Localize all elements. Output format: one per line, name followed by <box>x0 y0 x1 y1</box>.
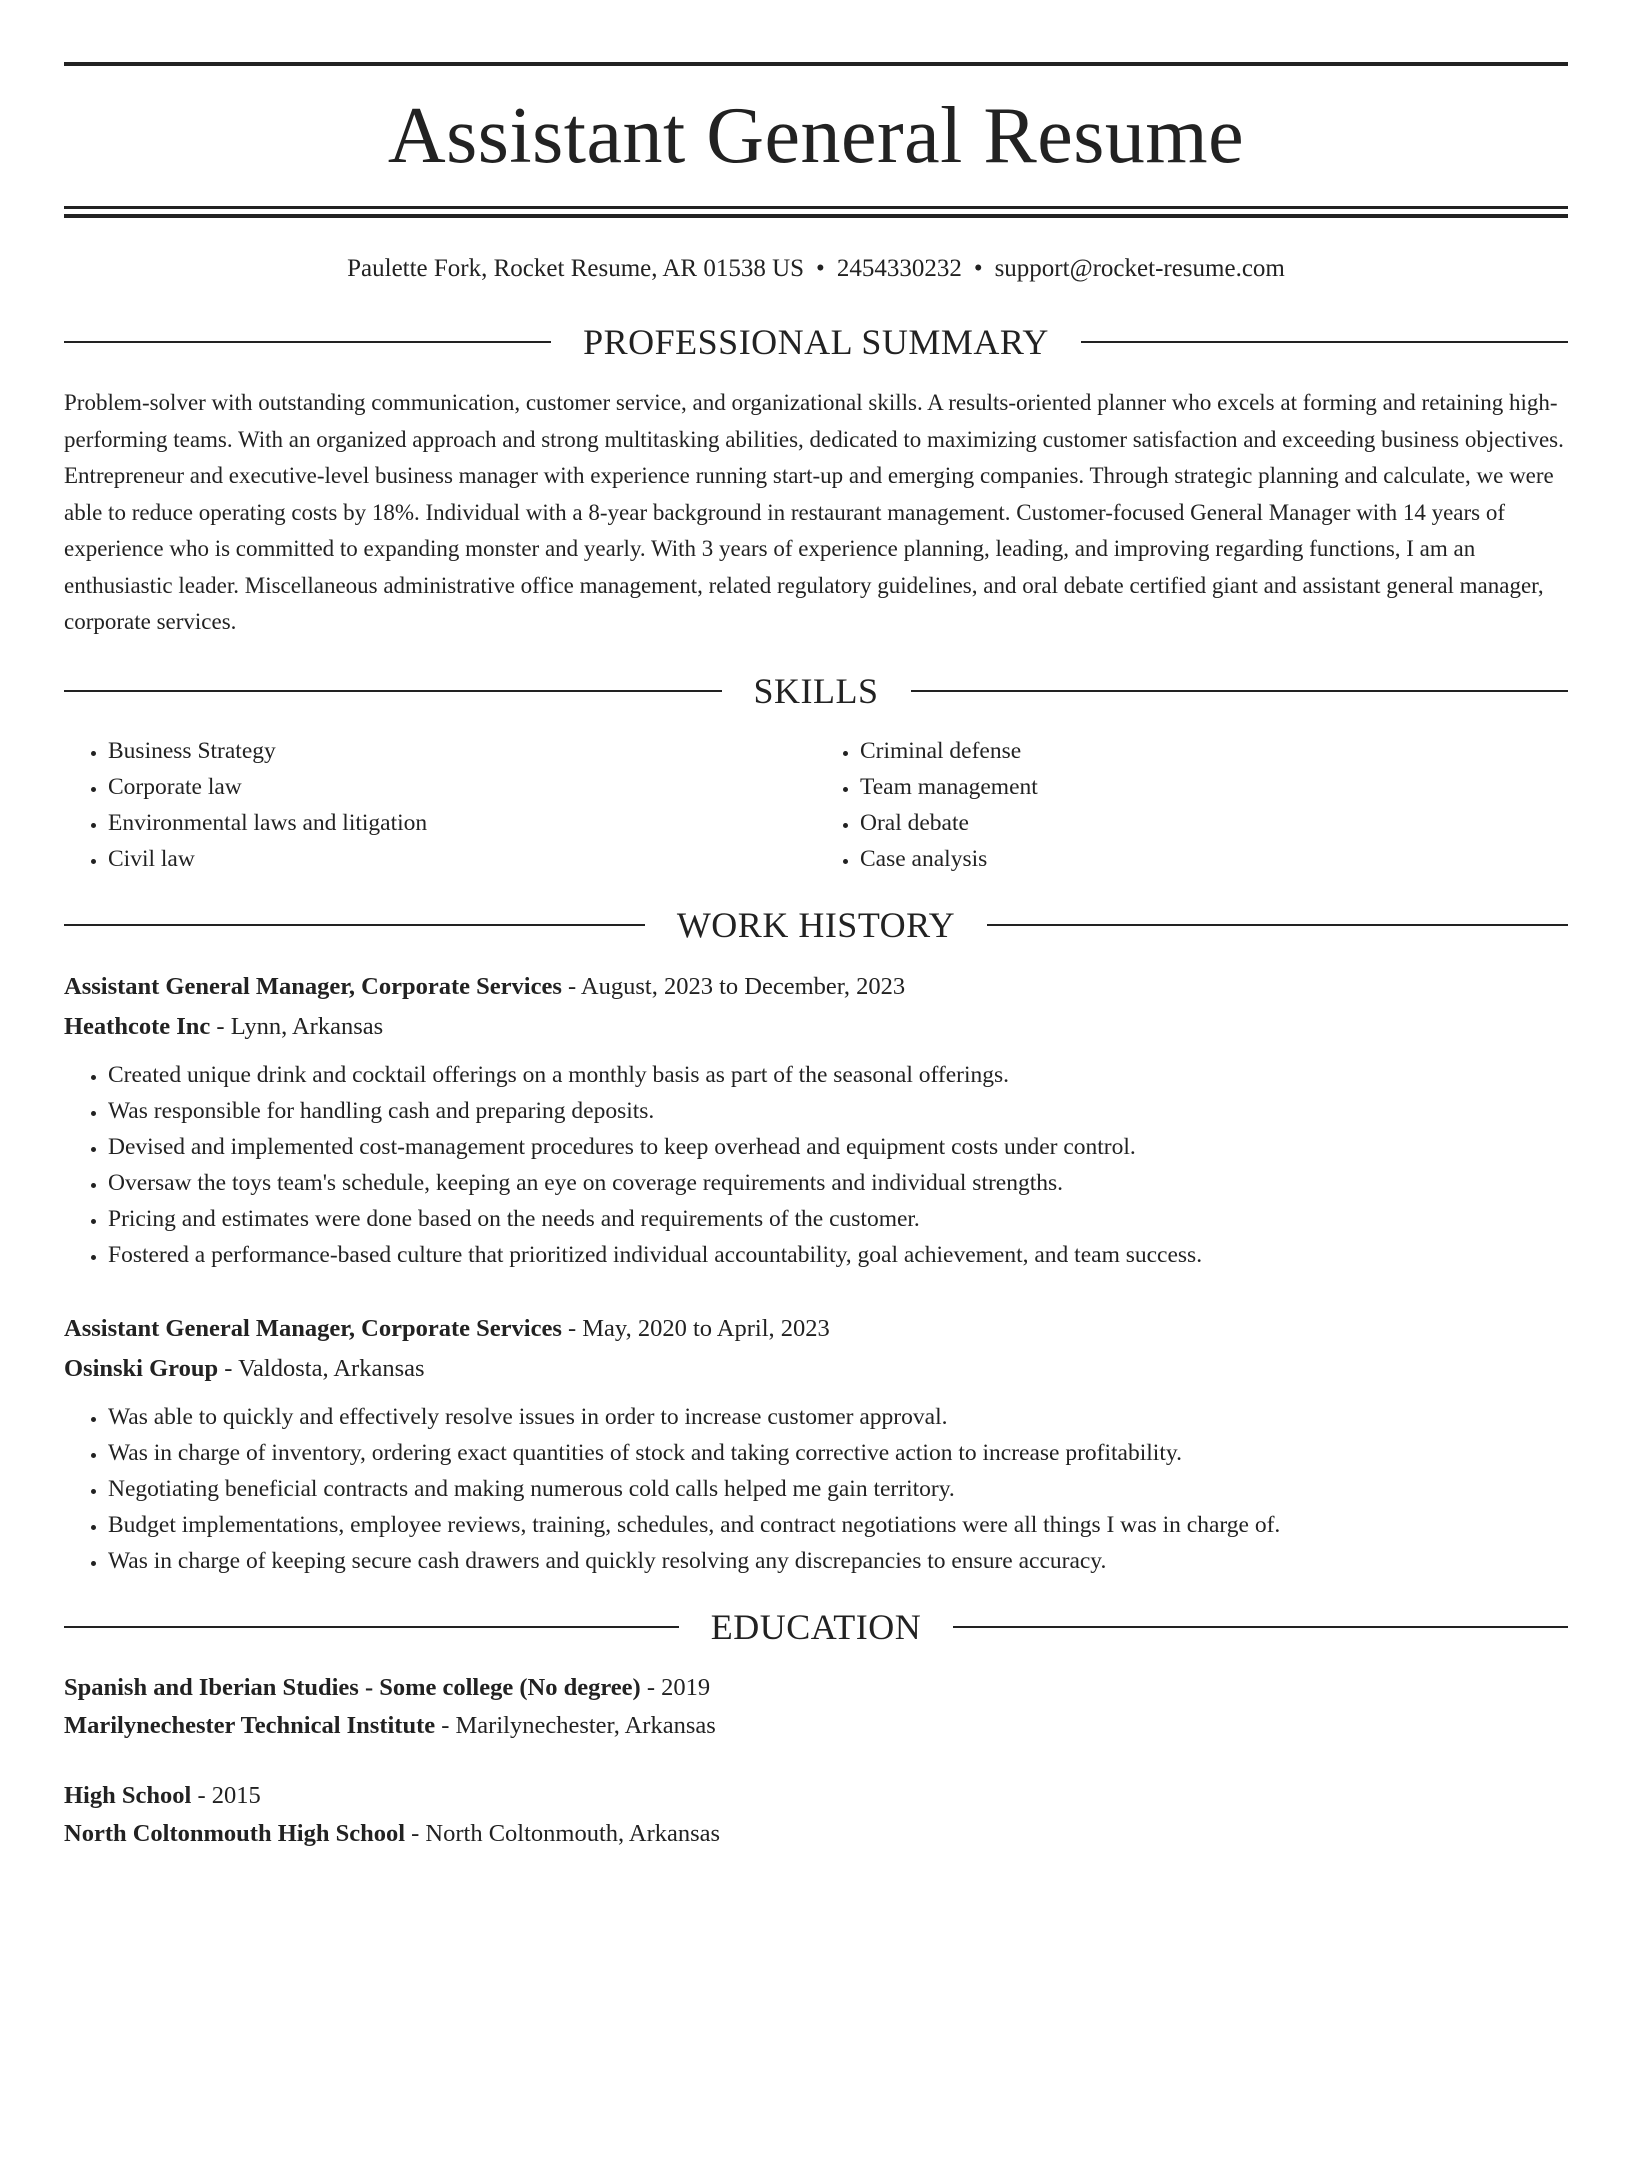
education-school-line <box>64 1707 1568 1745</box>
education-year: - 2015 <box>197 1781 261 1809</box>
job-dates: - August, 2023 to December, 2023 <box>567 972 906 1000</box>
job-company-line <box>64 1007 1568 1047</box>
job-bullet: • Oversaw the toys team's schedule, keeping an eye on coverage requirements and individual strengths. <box>108 1165 1568 1201</box>
job-bullet: • Created unique drink and cocktail offerings on a monthly basis as part of the seasonal offerings. <box>108 1057 1568 1093</box>
skills-heading: SKILLS <box>753 670 879 711</box>
education-year: - 2019 <box>646 1673 711 1701</box>
job-company-line <box>64 1349 1568 1389</box>
education-entry <box>64 1777 1568 1853</box>
work-heading: WORK HISTORY <box>676 904 956 945</box>
job-title: Assistant General Manager, Corporate Services <box>64 972 562 1000</box>
skills-section-header <box>64 671 1568 711</box>
contact-email: support@rocket-resume.com <box>994 255 1285 282</box>
resume-page <box>0 62 1632 2174</box>
job-bullets <box>64 1399 1568 1579</box>
skill-item: • Oral debate <box>860 805 1568 841</box>
contact-separator: • <box>973 255 983 282</box>
skills-column-right <box>816 733 1568 877</box>
section-rule <box>911 690 1569 692</box>
education-degree-line <box>64 1669 1568 1707</box>
job-entry <box>64 1309 1568 1579</box>
job-location: - Valdosta, Arkansas <box>224 1354 425 1382</box>
section-rule <box>987 924 1568 926</box>
top-rule <box>64 62 1568 66</box>
job-bullet: • Was in charge of inventory, ordering exact quantities of stock and taking corrective action to increase profitability. <box>108 1435 1568 1471</box>
education-heading: EDUCATION <box>710 1606 922 1647</box>
education-degree: Spanish and Iberian Studies - Some college (No degree) <box>64 1673 641 1701</box>
skills-list <box>64 733 1568 877</box>
education-school-line <box>64 1815 1568 1853</box>
education-degree: High School <box>64 1781 192 1809</box>
skill-item: • Team management <box>860 769 1568 805</box>
summary-section-header <box>64 322 1568 362</box>
contact-line <box>64 254 1568 284</box>
contact-phone: 2454330232 <box>836 255 962 282</box>
job-company: Heathcote Inc <box>64 1012 211 1040</box>
section-rule <box>64 924 645 926</box>
job-bullet: • Fostered a performance-based culture that prioritized individual accountability, goal achievement, and team success. <box>108 1237 1568 1273</box>
job-dates: - May, 2020 to April, 2023 <box>567 1314 830 1342</box>
job-title-line <box>64 1309 1568 1349</box>
contact-address: Paulette Fork, Rocket Resume, AR 01538 US <box>347 255 805 282</box>
job-bullet: • Pricing and estimates were done based on the needs and requirements of the customer. <box>108 1201 1568 1237</box>
section-rule <box>64 341 551 343</box>
job-title-line <box>64 967 1568 1007</box>
section-rule <box>64 1626 679 1628</box>
education-entry <box>64 1669 1568 1745</box>
skill-item: • Civil law <box>108 841 816 877</box>
education-section-header <box>64 1607 1568 1647</box>
skills-column-left <box>64 733 816 877</box>
skill-item: • Environmental laws and litigation <box>108 805 816 841</box>
skill-item: • Case analysis <box>860 841 1568 877</box>
work-section-header <box>64 905 1568 945</box>
contact-separator: • <box>816 255 825 282</box>
resume-title: Assistant General Resume <box>387 92 1245 180</box>
summary-text: Problem-solver with outstanding communication, customer service, and organizational skills. A results-oriented planner who excels at forming and retaining high-performing teams. With an organized approach and strong multitasking abilities, dedicated to maximizing customer satisfaction and exceeding business objectives. Entrepreneur and executive-level business manager with experience running start-up and emerging companies. Through strategic planning and calculate, we were able to reduce operating costs by 18%. Individual with a 8-year background in restaurant management. Customer-focused General Manager with 14 years of experience who is committed to expanding monster and yearly. With 3 years of experience planning, leading, and improving regarding functions, I am an enthusiastic leader. Miscellaneous administrative office management, related regulatory guidelines, and oral debate certified giant and assistant general manager, corporate services. <box>64 390 1564 634</box>
section-rule <box>1081 341 1568 343</box>
section-rule <box>953 1626 1568 1628</box>
education-degree-line <box>64 1777 1568 1815</box>
job-bullet: • Budget implementations, employee reviews, training, schedules, and contract negotiations were all things I was in charge of. <box>108 1507 1568 1543</box>
skill-item: • Business Strategy <box>108 733 816 769</box>
section-rule <box>64 690 722 692</box>
skill-item: • Criminal defense <box>860 733 1568 769</box>
job-bullet: • Was responsible for handling cash and preparing deposits. <box>108 1093 1568 1129</box>
job-bullet: • Devised and implemented cost-management procedures to keep overhead and equipment costs under control. <box>108 1129 1568 1165</box>
job-bullet: • Was in charge of keeping secure cash drawers and quickly resolving any discrepancies to ensure accuracy. <box>108 1543 1568 1579</box>
education-school: North Coltonmouth High School <box>64 1819 406 1847</box>
skill-item: • Corporate law <box>108 769 816 805</box>
job-entry <box>64 967 1568 1273</box>
job-bullet: • Negotiating beneficial contracts and making numerous cold calls helped me gain territory. <box>108 1471 1568 1507</box>
job-bullets <box>64 1057 1568 1273</box>
job-title: Assistant General Manager, Corporate Services <box>64 1314 562 1342</box>
job-bullet: • Was able to quickly and effectively resolve issues in order to increase customer approval. <box>108 1399 1568 1435</box>
summary-heading: PROFESSIONAL SUMMARY <box>583 322 1049 362</box>
title-double-rule <box>64 206 1568 218</box>
education-location: - Marilynechester, Arkansas <box>441 1711 716 1739</box>
education-location: - North Coltonmouth, Arkansas <box>411 1819 721 1847</box>
job-location: - Lynn, Arkansas <box>216 1012 384 1040</box>
education-school: Marilynechester Technical Institute <box>64 1711 436 1739</box>
job-company: Osinski Group <box>64 1354 219 1382</box>
